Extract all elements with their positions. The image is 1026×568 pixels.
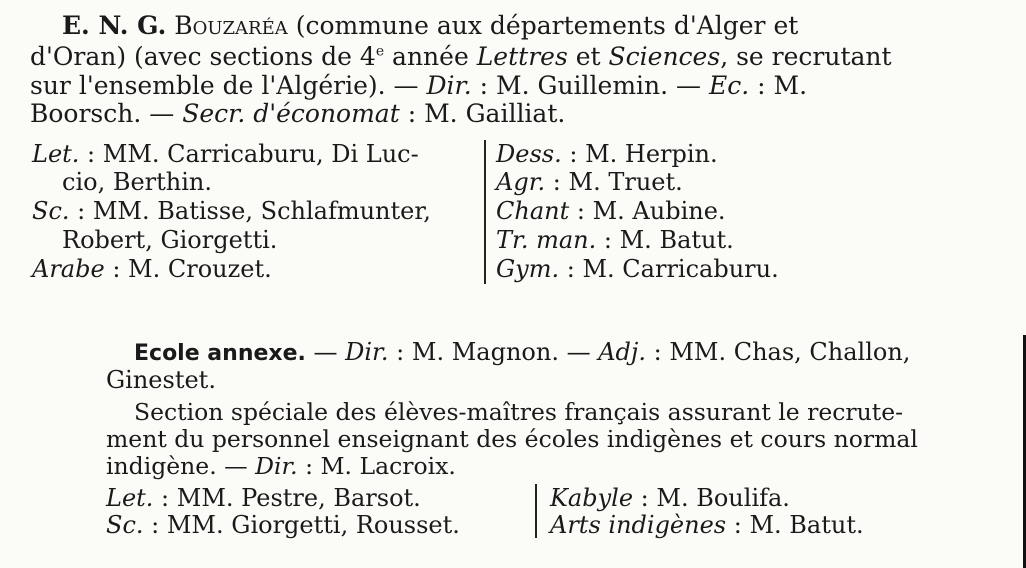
header-l3-ec: Ec. bbox=[708, 71, 750, 100]
header-l3-dir: Dir. bbox=[426, 71, 472, 100]
bottom-left-1 bbox=[106, 484, 421, 512]
staff-left-4 bbox=[62, 226, 277, 254]
header-l1-rest: (commune aux départements d'Alger et bbox=[287, 11, 799, 40]
staff-right-4-text: : M. Batut. bbox=[596, 226, 734, 254]
staff-right-1 bbox=[496, 140, 718, 168]
staff-right-5-label: Gym. bbox=[496, 255, 560, 283]
staff-left-3-text: : MM. Batisse, Schlafmunter, bbox=[69, 197, 431, 225]
staff-right-3-text: : M. Aubine. bbox=[569, 197, 726, 225]
staff-right-3 bbox=[496, 197, 726, 225]
annexe-l1-c: : MM. Chas, Challon, bbox=[645, 338, 911, 366]
section-l3-b: : M. Lacroix. bbox=[297, 452, 456, 480]
staff-right-4 bbox=[496, 226, 734, 254]
staff-right-2 bbox=[496, 168, 683, 196]
staff-right-2-label: Agr. bbox=[496, 168, 546, 196]
section-line-2 bbox=[106, 425, 918, 453]
staff-left-1-text: : MM. Carricaburu, Di Luc- bbox=[79, 140, 419, 168]
section-line-1 bbox=[134, 398, 903, 426]
staff-left-5-text: : M. Crouzet. bbox=[104, 255, 272, 283]
header-l4-a: Boorsch. — bbox=[30, 99, 183, 128]
header-l2-sup: e bbox=[375, 43, 385, 60]
header-l2-d: , se recrutant bbox=[720, 42, 892, 71]
bottom-column-divider bbox=[535, 484, 537, 538]
school-name: Bouzaréa bbox=[174, 11, 288, 40]
section-l2: ment du personnel enseignant des écoles indigènes et cours normal bbox=[106, 425, 918, 453]
header-l2-a: d'Oran) (avec sections de 4 bbox=[30, 42, 376, 71]
header-l2-lettres: Lettres bbox=[476, 42, 568, 71]
header-line-1 bbox=[62, 12, 798, 40]
bottom-right-2 bbox=[550, 511, 864, 539]
staff-right-2-text: : M. Truet. bbox=[545, 168, 683, 196]
staff-left-3 bbox=[32, 197, 431, 225]
header-l4-secr: Secr. d'économat bbox=[182, 99, 400, 128]
header-line-2 bbox=[30, 43, 892, 71]
staff-right-1-label: Dess. bbox=[496, 140, 562, 168]
bottom-left-2-text: : MM. Giorgetti, Rousset. bbox=[143, 511, 460, 539]
staff-left-5 bbox=[32, 255, 272, 283]
annexe-l1-b: : M. Magnon. — bbox=[388, 338, 599, 366]
annexe-l1-adj: Adj. bbox=[598, 338, 646, 366]
section-l1: Section spéciale des élèves-maîtres français assurant le recrute- bbox=[134, 398, 904, 426]
bottom-right-2-label: Arts indigènes bbox=[550, 511, 727, 539]
staff-right-4-label: Tr. man. bbox=[496, 226, 597, 254]
staff-left-1-label: Let. bbox=[32, 140, 80, 168]
staff-left-4-text: Robert, Giorgetti. bbox=[62, 226, 278, 254]
bottom-right-1-label: Kabyle bbox=[550, 484, 634, 512]
bottom-left-2-label: Sc. bbox=[106, 511, 144, 539]
bottom-left-2 bbox=[106, 511, 460, 539]
section-l3-dir: Dir. bbox=[255, 452, 298, 480]
annexe-l1-dir: Dir. bbox=[345, 338, 389, 366]
staff-left-2 bbox=[62, 168, 212, 196]
bottom-left-1-label: Let. bbox=[106, 484, 154, 512]
school-abbr: E. N. G. bbox=[62, 11, 167, 40]
header-l3-c: : M. bbox=[749, 71, 808, 100]
header-l3-b: : M. Guillemin. — bbox=[471, 71, 709, 100]
staff-right-3-label: Chant bbox=[496, 197, 570, 225]
annexe-l1-a: — bbox=[305, 338, 346, 366]
staff-left-3-label: Sc. bbox=[32, 197, 70, 225]
header-line-4 bbox=[30, 100, 565, 128]
section-l3-a: indigène. — bbox=[106, 452, 256, 480]
annexe-line-2 bbox=[106, 366, 216, 394]
header-line-3 bbox=[30, 72, 807, 100]
section-line-3 bbox=[106, 452, 456, 480]
annexe-line-1 bbox=[134, 338, 910, 368]
header-l2-sciences: Sciences bbox=[608, 42, 721, 71]
bottom-right-1 bbox=[550, 484, 790, 512]
header-l3-a: sur l'ensemble de l'Algérie). — bbox=[30, 71, 427, 100]
staff-left-2-text: cio, Berthin. bbox=[62, 168, 212, 196]
header-l2-b: année bbox=[384, 42, 477, 71]
annexe-title: Ecole annexe. bbox=[134, 341, 306, 366]
bottom-right-1-text: : M. Boulifa. bbox=[633, 484, 790, 512]
staff-right-5 bbox=[496, 255, 779, 283]
staff-left-5-label: Arabe bbox=[32, 255, 105, 283]
header-l2-c: et bbox=[567, 42, 609, 71]
bottom-left-1-text: : MM. Pestre, Barsot. bbox=[153, 484, 421, 512]
staff-right-1-text: : M. Herpin. bbox=[561, 140, 718, 168]
staff-left-1 bbox=[32, 140, 419, 168]
bottom-right-2-text: : M. Batut. bbox=[726, 511, 864, 539]
staff-right-5-text: : M. Carricaburu. bbox=[559, 255, 779, 283]
staff-column-divider bbox=[484, 140, 486, 284]
header-l4-b: : M. Gailliat. bbox=[399, 99, 566, 128]
annexe-l2: Ginestet. bbox=[106, 366, 216, 394]
